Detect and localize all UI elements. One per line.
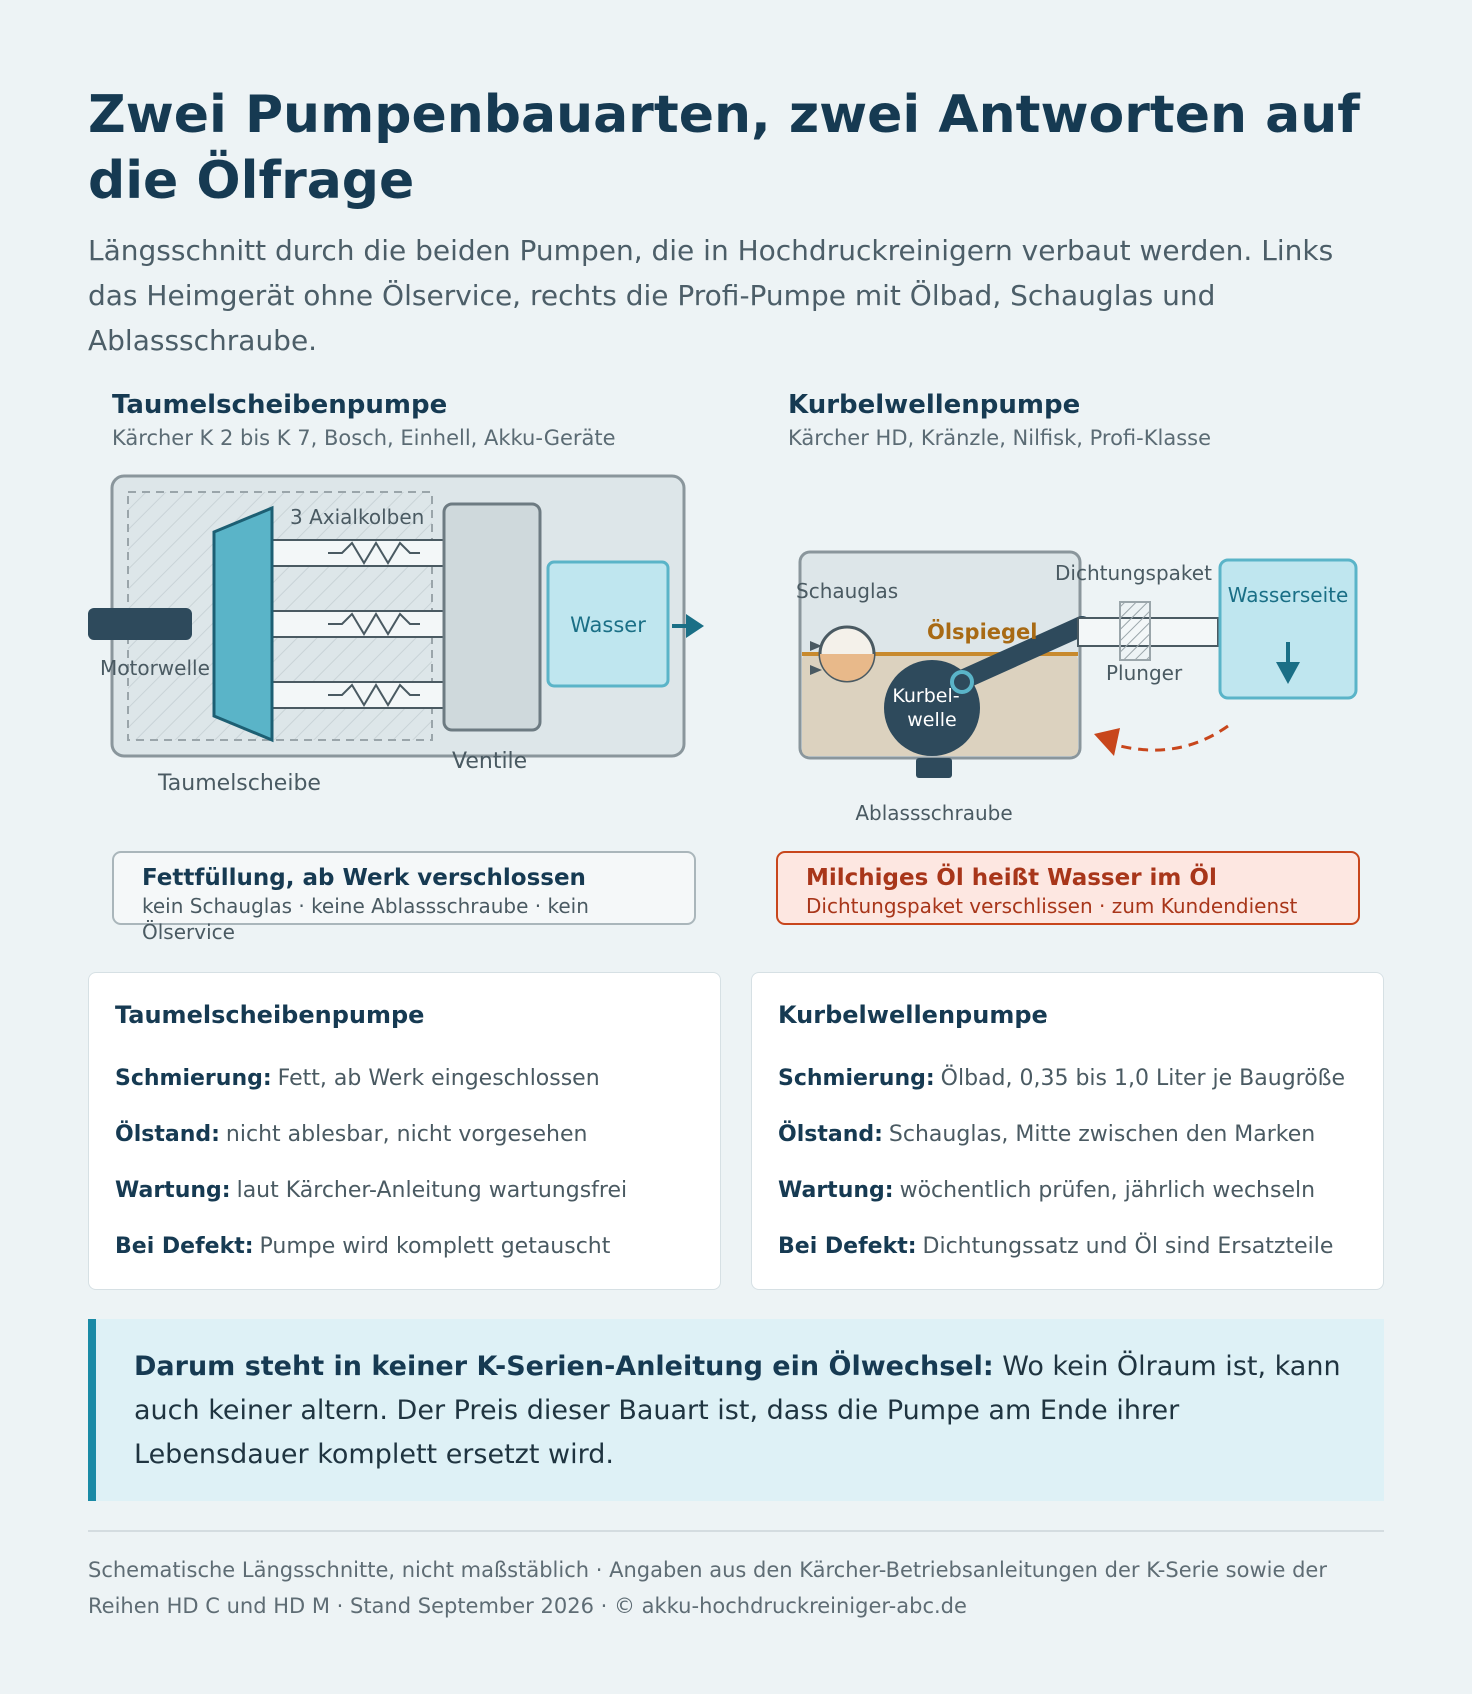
right-diagram-title: Kurbelwellenpumpe [788, 390, 1081, 420]
page-title: Zwei Pumpenbauarten, zwei Antworten auf die Ölfrage [88, 85, 1360, 211]
card-row [778, 1107, 1357, 1163]
leak-arrow-icon [1094, 728, 1120, 756]
row-value: laut Kärcher-Anleitung wartungsfrei [236, 1178, 628, 1203]
left-diagram-title: Taumelscheibenpumpe [112, 390, 448, 420]
label-pistons: 3 Axialkolben [290, 505, 425, 529]
card-row [115, 1219, 694, 1275]
valve-block [444, 504, 540, 730]
card-title: Taumelscheibenpumpe [115, 1001, 425, 1029]
water-leak-path [1120, 726, 1228, 750]
conclusion-callout [88, 1319, 1384, 1501]
page-subtitle: Längsschnitt durch die beiden Pumpen, die in Hochdruckreinigern verbaut werden. Links das Heimgerät ohne Ölservice, rechts die Profi-Pumpe mit Ölbad, Schauglas und Ablassschraube. [88, 234, 1334, 357]
row-value: Schauglas, Mitte zwischen den Marken [888, 1122, 1316, 1147]
card-crankshaft-pump [751, 972, 1384, 1290]
label-valves: Ventile [452, 749, 528, 774]
row-key: Wartung: [115, 1178, 231, 1203]
label-water: Wasser [570, 613, 646, 637]
label-motor-shaft: Motorwelle [100, 656, 210, 680]
card-row [778, 1219, 1357, 1275]
label-crankshaft-2: welle [907, 709, 957, 731]
card-row [778, 1163, 1357, 1219]
row-value: wöchentlich prüfen, jährlich wechseln [899, 1178, 1316, 1203]
grease-note-title: Fettfüllung, ab Werk verschlossen [142, 865, 586, 891]
footer-divider [88, 1530, 1384, 1532]
card-row [778, 1051, 1357, 1107]
warning-title: Milchiges Öl heißt Wasser im Öl [806, 865, 1217, 891]
card-swashplate-pump [88, 972, 721, 1290]
callout-text: Wo kein Ölraum ist, kann auch keiner altern. Der Preis dieser Bauart ist, dass die Pumpe am Ende ihrer Lebensdauer komplett ersetzt wird. [134, 1351, 1341, 1470]
label-seal-pack: Dichtungspaket [1055, 561, 1212, 585]
drain-screw [916, 758, 952, 778]
row-key: Wartung: [778, 1178, 894, 1203]
label-oil-level: Ölspiegel [927, 620, 1038, 644]
row-value: Dichtungssatz und Öl sind Ersatzteile [922, 1234, 1334, 1259]
axial-pistons [270, 540, 444, 708]
row-value: Fett, ab Werk eingeschlossen [277, 1066, 600, 1091]
label-water-side: Wasserseite [1227, 583, 1349, 607]
warning-text: Dichtungspaket verschlissen · zum Kundendienst [806, 894, 1298, 918]
label-sight-glass: Schauglas [796, 579, 899, 603]
card-row [115, 1051, 694, 1107]
row-value: nicht ablesbar, nicht vorgesehen [225, 1122, 588, 1147]
label-plunger: Plunger [1106, 661, 1183, 685]
grease-note-text: kein Schauglas · keine Ablassschraube · kein Ölservice [142, 894, 589, 944]
right-diagram-subtitle: Kärcher HD, Kränzle, Nilfisk, Profi-Klasse [788, 426, 1212, 450]
row-key: Schmierung: [778, 1066, 935, 1091]
row-key: Schmierung: [115, 1066, 272, 1091]
label-swashplate: Taumelscheibe [158, 771, 321, 796]
diagram-section [0, 380, 1472, 944]
row-key: Bei Defekt: [115, 1234, 254, 1259]
label-crankshaft-1: Kurbel- [892, 685, 960, 707]
callout-bold: Darum steht in keiner K-Serien-Anleitung ein Ölwechsel: [134, 1351, 994, 1382]
row-key: Bei Defekt: [778, 1234, 917, 1259]
milky-oil-warning [776, 851, 1360, 925]
footer-note: Schematische Längsschnitte, nicht maßstäblich · Angaben aus den Kärcher-Betriebsanleitungen der K-Serie sowie der Reihen HD C und HD M · Stand September 2026 · © akku-hochdruckreiniger-abc.de [88, 1558, 1327, 1618]
row-key: Ölstand: [778, 1122, 883, 1147]
grease-note [112, 851, 696, 944]
card-title: Kurbelwellenpumpe [778, 1001, 1048, 1029]
card-row [115, 1163, 694, 1219]
seal-pack [1120, 602, 1150, 660]
row-value: Ölbad, 0,35 bis 1,0 Liter je Baugröße [940, 1066, 1346, 1091]
label-drain-screw: Ablassschraube [855, 801, 1013, 825]
row-value: Pumpe wird komplett getauscht [259, 1234, 611, 1259]
swashplate [214, 508, 272, 740]
motor-shaft [88, 608, 192, 640]
left-diagram-subtitle: Kärcher K 2 bis K 7, Bosch, Einhell, Akku-Geräte [112, 426, 616, 450]
card-row [115, 1107, 694, 1163]
water-outlet-arrow-icon [686, 614, 704, 638]
row-key: Ölstand: [115, 1122, 220, 1147]
